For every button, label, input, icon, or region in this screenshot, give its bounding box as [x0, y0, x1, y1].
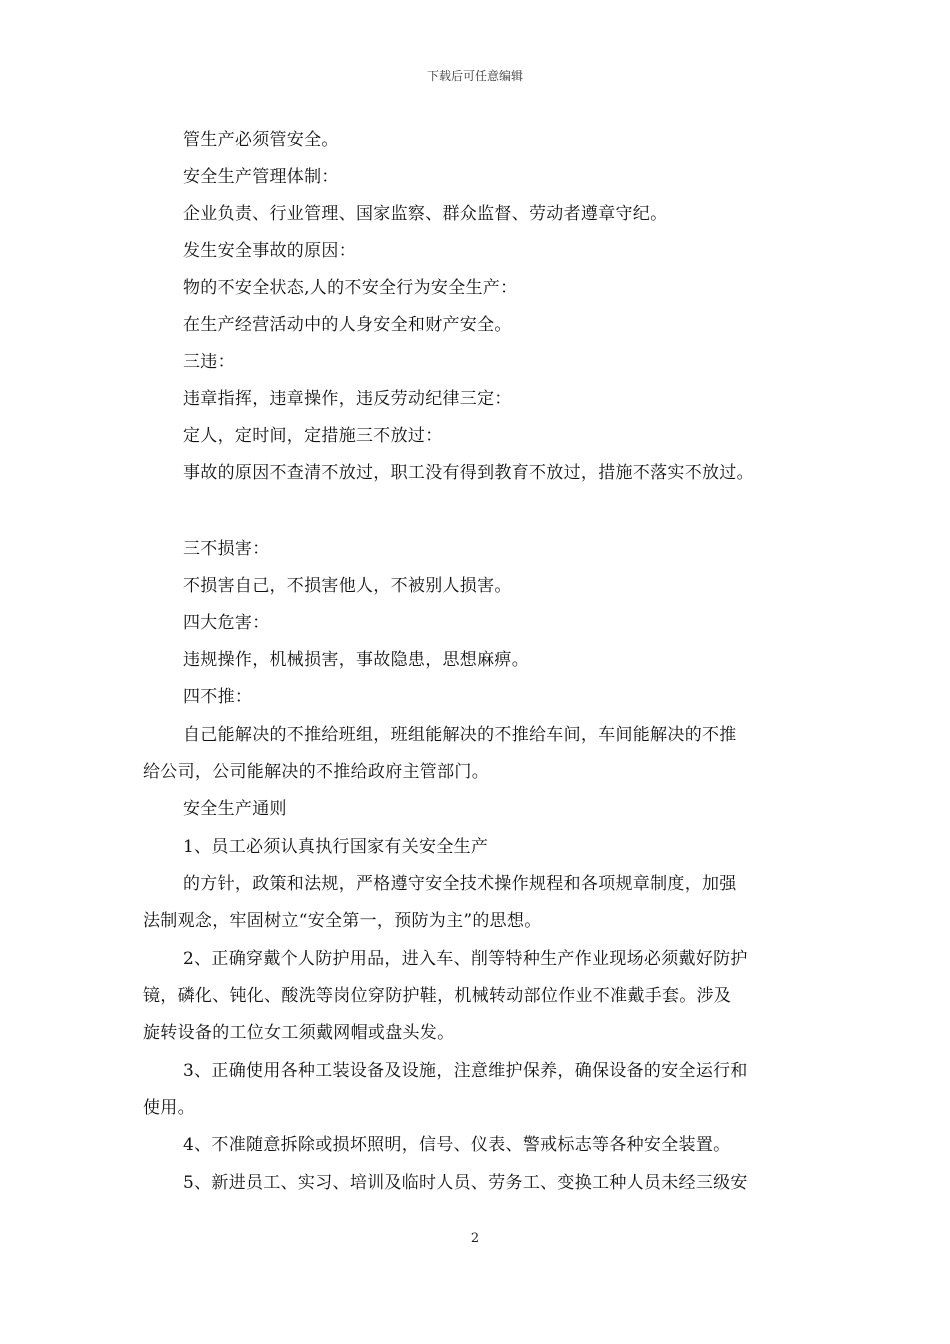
text-line: 管生产必须管安全。 [183, 130, 339, 150]
text-line: 2、正确穿戴个人防护用品，进入车、削等特种生产作业现场必须戴好防护 [183, 949, 748, 969]
text-line: 不损害自己，不损害他人，不被别人损害。 [183, 576, 512, 596]
text-line: 四大危害： [183, 613, 270, 633]
text-line: 在生产经营活动中的人身安全和财产安全。 [183, 315, 512, 335]
text-line: 的方针，政策和法规，严格遵守安全技术操作规程和各项规章制度，加强 [183, 874, 737, 894]
page-number: 2 [470, 1231, 480, 1246]
text-line: 定人，定时间，定措施三不放过： [183, 426, 443, 446]
text-line: 事故的原因不查清不放过，职工没有得到教育不放过，措施不落实不放过。 [183, 463, 754, 483]
text-line: 4、不准随意拆除或损坏照明，信号、仪表、警戒标志等各种安全装置。 [183, 1135, 731, 1155]
text-line: 5、新进员工、实习、培训及临时人员、劳务工、变换工种人员未经三级安 [183, 1173, 748, 1193]
text-line: 给公司，公司能解决的不推给政府主管部门。 [143, 762, 489, 782]
text-line: 违章指挥，违章操作，违反劳动纪律三定： [183, 389, 512, 409]
text-line: 企业负责、行业管理、国家监察、群众监督、劳动者遵章守纪。 [183, 204, 668, 224]
text-line: 自己能解决的不推给班组，班组能解决的不推给车间，车间能解决的不推 [183, 725, 737, 745]
text-line: 违规操作，机械损害，事故隐患，思想麻痹。 [183, 650, 529, 670]
text-line: 安全生产通则 [183, 799, 287, 819]
text-line: 发生安全事故的原因： [183, 241, 356, 261]
page-header: 下载后可任意编辑 [426, 69, 523, 83]
text-line: 安全生产管理体制： [183, 167, 339, 187]
text-line: 三不损害： [183, 539, 270, 559]
text-line: 使用。 [143, 1098, 195, 1118]
text-line: 法制观念，牢固树立“安全第一，预防为主”的思想。 [143, 911, 542, 931]
text-line: 四不推： [183, 687, 253, 707]
text-line: 旋转设备的工位女工须戴网帽或盘头发。 [143, 1023, 455, 1043]
text-line: 镜，磷化、钝化、酸洗等岗位穿防护鞋，机械转动部位作业不准戴手套。涉及 [143, 986, 732, 1006]
text-line: 3、正确使用各种工装设备及设施，注意维护保养，确保设备的安全运行和 [183, 1061, 748, 1081]
text-line: 三违： [183, 352, 235, 372]
text-line: 物的不安全状态,人的不安全行为安全生产： [183, 278, 518, 298]
text-line: 1、员工必须认真执行国家有关安全生产 [183, 837, 489, 857]
